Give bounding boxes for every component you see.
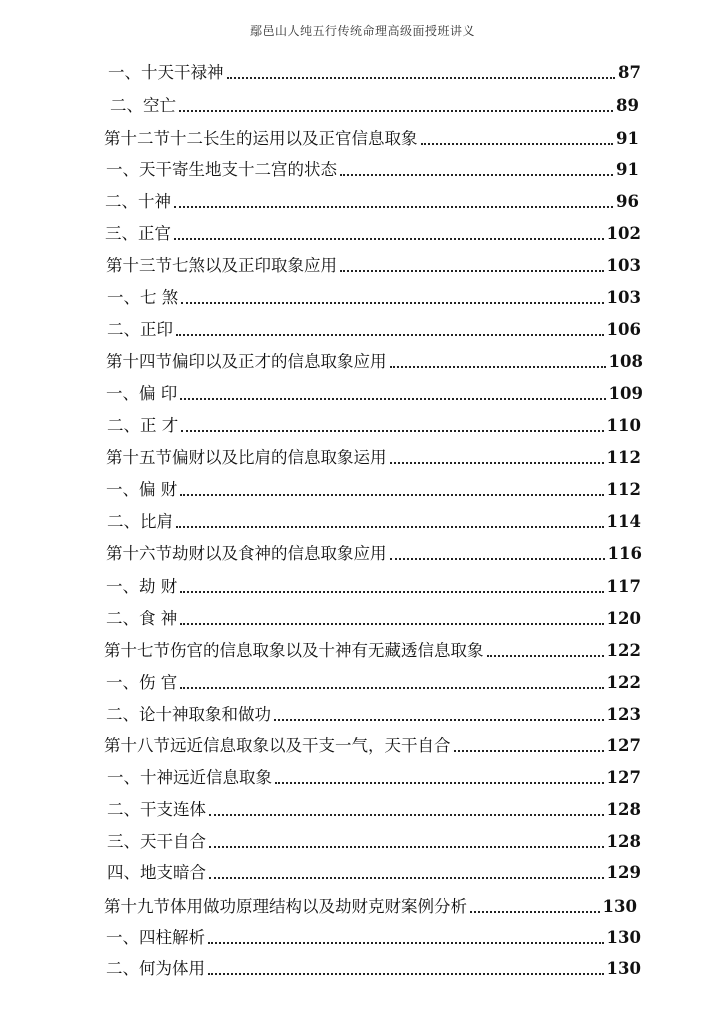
toc-entry-title: 第十三节七煞以及正印取象应用 xyxy=(106,256,337,275)
toc-page-number: 103 xyxy=(606,288,641,307)
toc-page-number: 91 xyxy=(616,160,639,179)
toc-page-number: 89 xyxy=(616,96,639,115)
toc-entry-title: 一、十天干禄神 xyxy=(108,63,224,82)
toc-page-number: 130 xyxy=(606,928,641,947)
leader-dots xyxy=(180,591,603,593)
leader-dots xyxy=(390,558,605,560)
toc-row xyxy=(106,958,641,980)
toc-entry-title: 一、七 煞 xyxy=(107,288,179,307)
toc-row xyxy=(106,672,641,694)
leader-dots xyxy=(208,973,604,975)
leader-dots xyxy=(487,655,604,657)
toc-page-number: 109 xyxy=(608,384,643,403)
toc-entry-title: 二、比肩 xyxy=(107,512,173,531)
toc-page-number: 87 xyxy=(618,63,641,82)
toc-page-number: 110 xyxy=(606,416,641,435)
leader-dots xyxy=(275,782,604,784)
table-of-contents xyxy=(0,60,725,990)
leader-dots xyxy=(274,719,604,721)
toc-entry-title: 第十五节偏财以及比肩的信息取象运用 xyxy=(106,448,387,467)
running-header: 鄢邑山人纯五行传统命理高级面授班讲义 xyxy=(249,24,475,38)
toc-row xyxy=(107,862,641,884)
toc-entry-title: 二、干支连体 xyxy=(107,800,206,819)
toc-page-number: 112 xyxy=(606,480,641,499)
toc-row xyxy=(107,287,641,309)
toc-entry-title: 一、十神远近信息取象 xyxy=(107,768,272,787)
toc-entry-title: 一、劫 财 xyxy=(106,577,178,596)
leader-dots xyxy=(209,846,604,848)
toc-page-number: 127 xyxy=(606,736,641,755)
leader-dots xyxy=(454,750,604,752)
leader-dots xyxy=(176,334,604,336)
leader-dots xyxy=(174,206,613,208)
toc-page-number: 96 xyxy=(616,192,639,211)
leader-dots xyxy=(421,143,614,145)
toc-entry-title: 二、正印 xyxy=(107,320,173,339)
toc-page-number: 128 xyxy=(606,800,641,819)
toc-entry-title: 二、空亡 xyxy=(110,96,176,115)
toc-entry-title: 第十七节伤官的信息取象以及十神有无藏透信息取象 xyxy=(104,641,484,660)
toc-row xyxy=(104,128,639,150)
toc-entry-title: 第十六节劫财以及食神的信息取象应用 xyxy=(106,544,387,563)
toc-page-number: 127 xyxy=(606,768,641,787)
toc-row xyxy=(106,543,642,565)
toc-entry-title: 二、十神 xyxy=(105,192,171,211)
toc-page-number: 103 xyxy=(606,256,641,275)
toc-entry-title: 一、四柱解析 xyxy=(106,928,205,947)
toc-row xyxy=(106,351,643,373)
toc-row xyxy=(110,95,639,117)
toc-row xyxy=(107,319,641,341)
toc-page-number: 102 xyxy=(606,224,641,243)
toc-row xyxy=(106,608,641,630)
toc-entry-title: 二、何为体用 xyxy=(106,959,205,978)
toc-page-number: 130 xyxy=(602,897,637,916)
toc-entry-title: 一、偏 财 xyxy=(106,480,178,499)
toc-row xyxy=(104,735,641,757)
leader-dots xyxy=(340,174,613,176)
toc-row xyxy=(106,447,641,469)
toc-row xyxy=(106,479,641,501)
leader-dots xyxy=(390,366,606,368)
toc-page-number: 112 xyxy=(606,448,641,467)
toc-entry-title: 第十四节偏印以及正才的信息取象应用 xyxy=(106,352,387,371)
leader-dots xyxy=(174,238,604,240)
toc-row xyxy=(106,159,639,181)
toc-page-number: 116 xyxy=(607,544,642,563)
toc-entry-title: 第十二节十二长生的运用以及正官信息取象 xyxy=(104,129,418,148)
toc-row xyxy=(107,511,641,533)
toc-entry-title: 三、正官 xyxy=(105,224,171,243)
toc-page-number: 122 xyxy=(606,673,641,692)
toc-row xyxy=(106,576,641,598)
leader-dots xyxy=(180,494,603,496)
toc-entry-title: 四、地支暗合 xyxy=(107,863,206,882)
toc-page-number: 130 xyxy=(606,959,641,978)
leader-dots xyxy=(209,877,604,879)
toc-page-number: 128 xyxy=(606,832,641,851)
toc-row xyxy=(104,640,641,662)
toc-entry-title: 一、伤 官 xyxy=(106,673,178,692)
leader-dots xyxy=(180,398,605,400)
toc-page-number: 129 xyxy=(606,863,641,882)
toc-entry-title: 第十八节远近信息取象以及干支一气，天干自合 xyxy=(104,736,451,755)
toc-entry-title: 二、正 才 xyxy=(107,416,179,435)
leader-dots xyxy=(180,687,603,689)
toc-row xyxy=(106,255,641,277)
toc-entry-title: 一、天干寄生地支十二宫的状态 xyxy=(106,160,337,179)
toc-row xyxy=(108,62,641,84)
toc-page-number: 117 xyxy=(606,577,641,596)
toc-row xyxy=(106,704,641,726)
leader-dots xyxy=(181,302,603,304)
leader-dots xyxy=(208,942,604,944)
leader-dots xyxy=(209,814,604,816)
leader-dots xyxy=(470,911,600,913)
toc-row xyxy=(106,383,643,405)
toc-row xyxy=(107,831,641,853)
toc-row xyxy=(105,191,639,213)
toc-row xyxy=(107,767,641,789)
toc-row xyxy=(106,927,641,949)
toc-entry-title: 二、食 神 xyxy=(106,609,178,628)
toc-row xyxy=(105,223,641,245)
leader-dots xyxy=(180,623,603,625)
toc-page-number: 123 xyxy=(606,705,641,724)
toc-row xyxy=(107,415,641,437)
toc-entry-title: 一、偏 印 xyxy=(106,384,178,403)
toc-entry-title: 二、论十神取象和做功 xyxy=(106,705,271,724)
toc-row xyxy=(104,896,637,918)
leader-dots xyxy=(181,430,603,432)
leader-dots xyxy=(179,110,613,112)
toc-entry-title: 三、天干自合 xyxy=(107,832,206,851)
toc-page-number: 120 xyxy=(606,609,641,628)
leader-dots xyxy=(390,462,604,464)
leader-dots xyxy=(340,270,604,272)
toc-row xyxy=(107,799,641,821)
leader-dots xyxy=(176,526,604,528)
toc-entry-title: 第十九节体用做功原理结构以及劫财克财案例分析 xyxy=(104,897,467,916)
leader-dots xyxy=(227,77,616,79)
toc-page-number: 122 xyxy=(606,641,641,660)
toc-page-number: 108 xyxy=(608,352,643,371)
toc-page-number: 106 xyxy=(606,320,641,339)
toc-page-number: 114 xyxy=(606,512,641,531)
toc-page-number: 91 xyxy=(616,129,639,148)
